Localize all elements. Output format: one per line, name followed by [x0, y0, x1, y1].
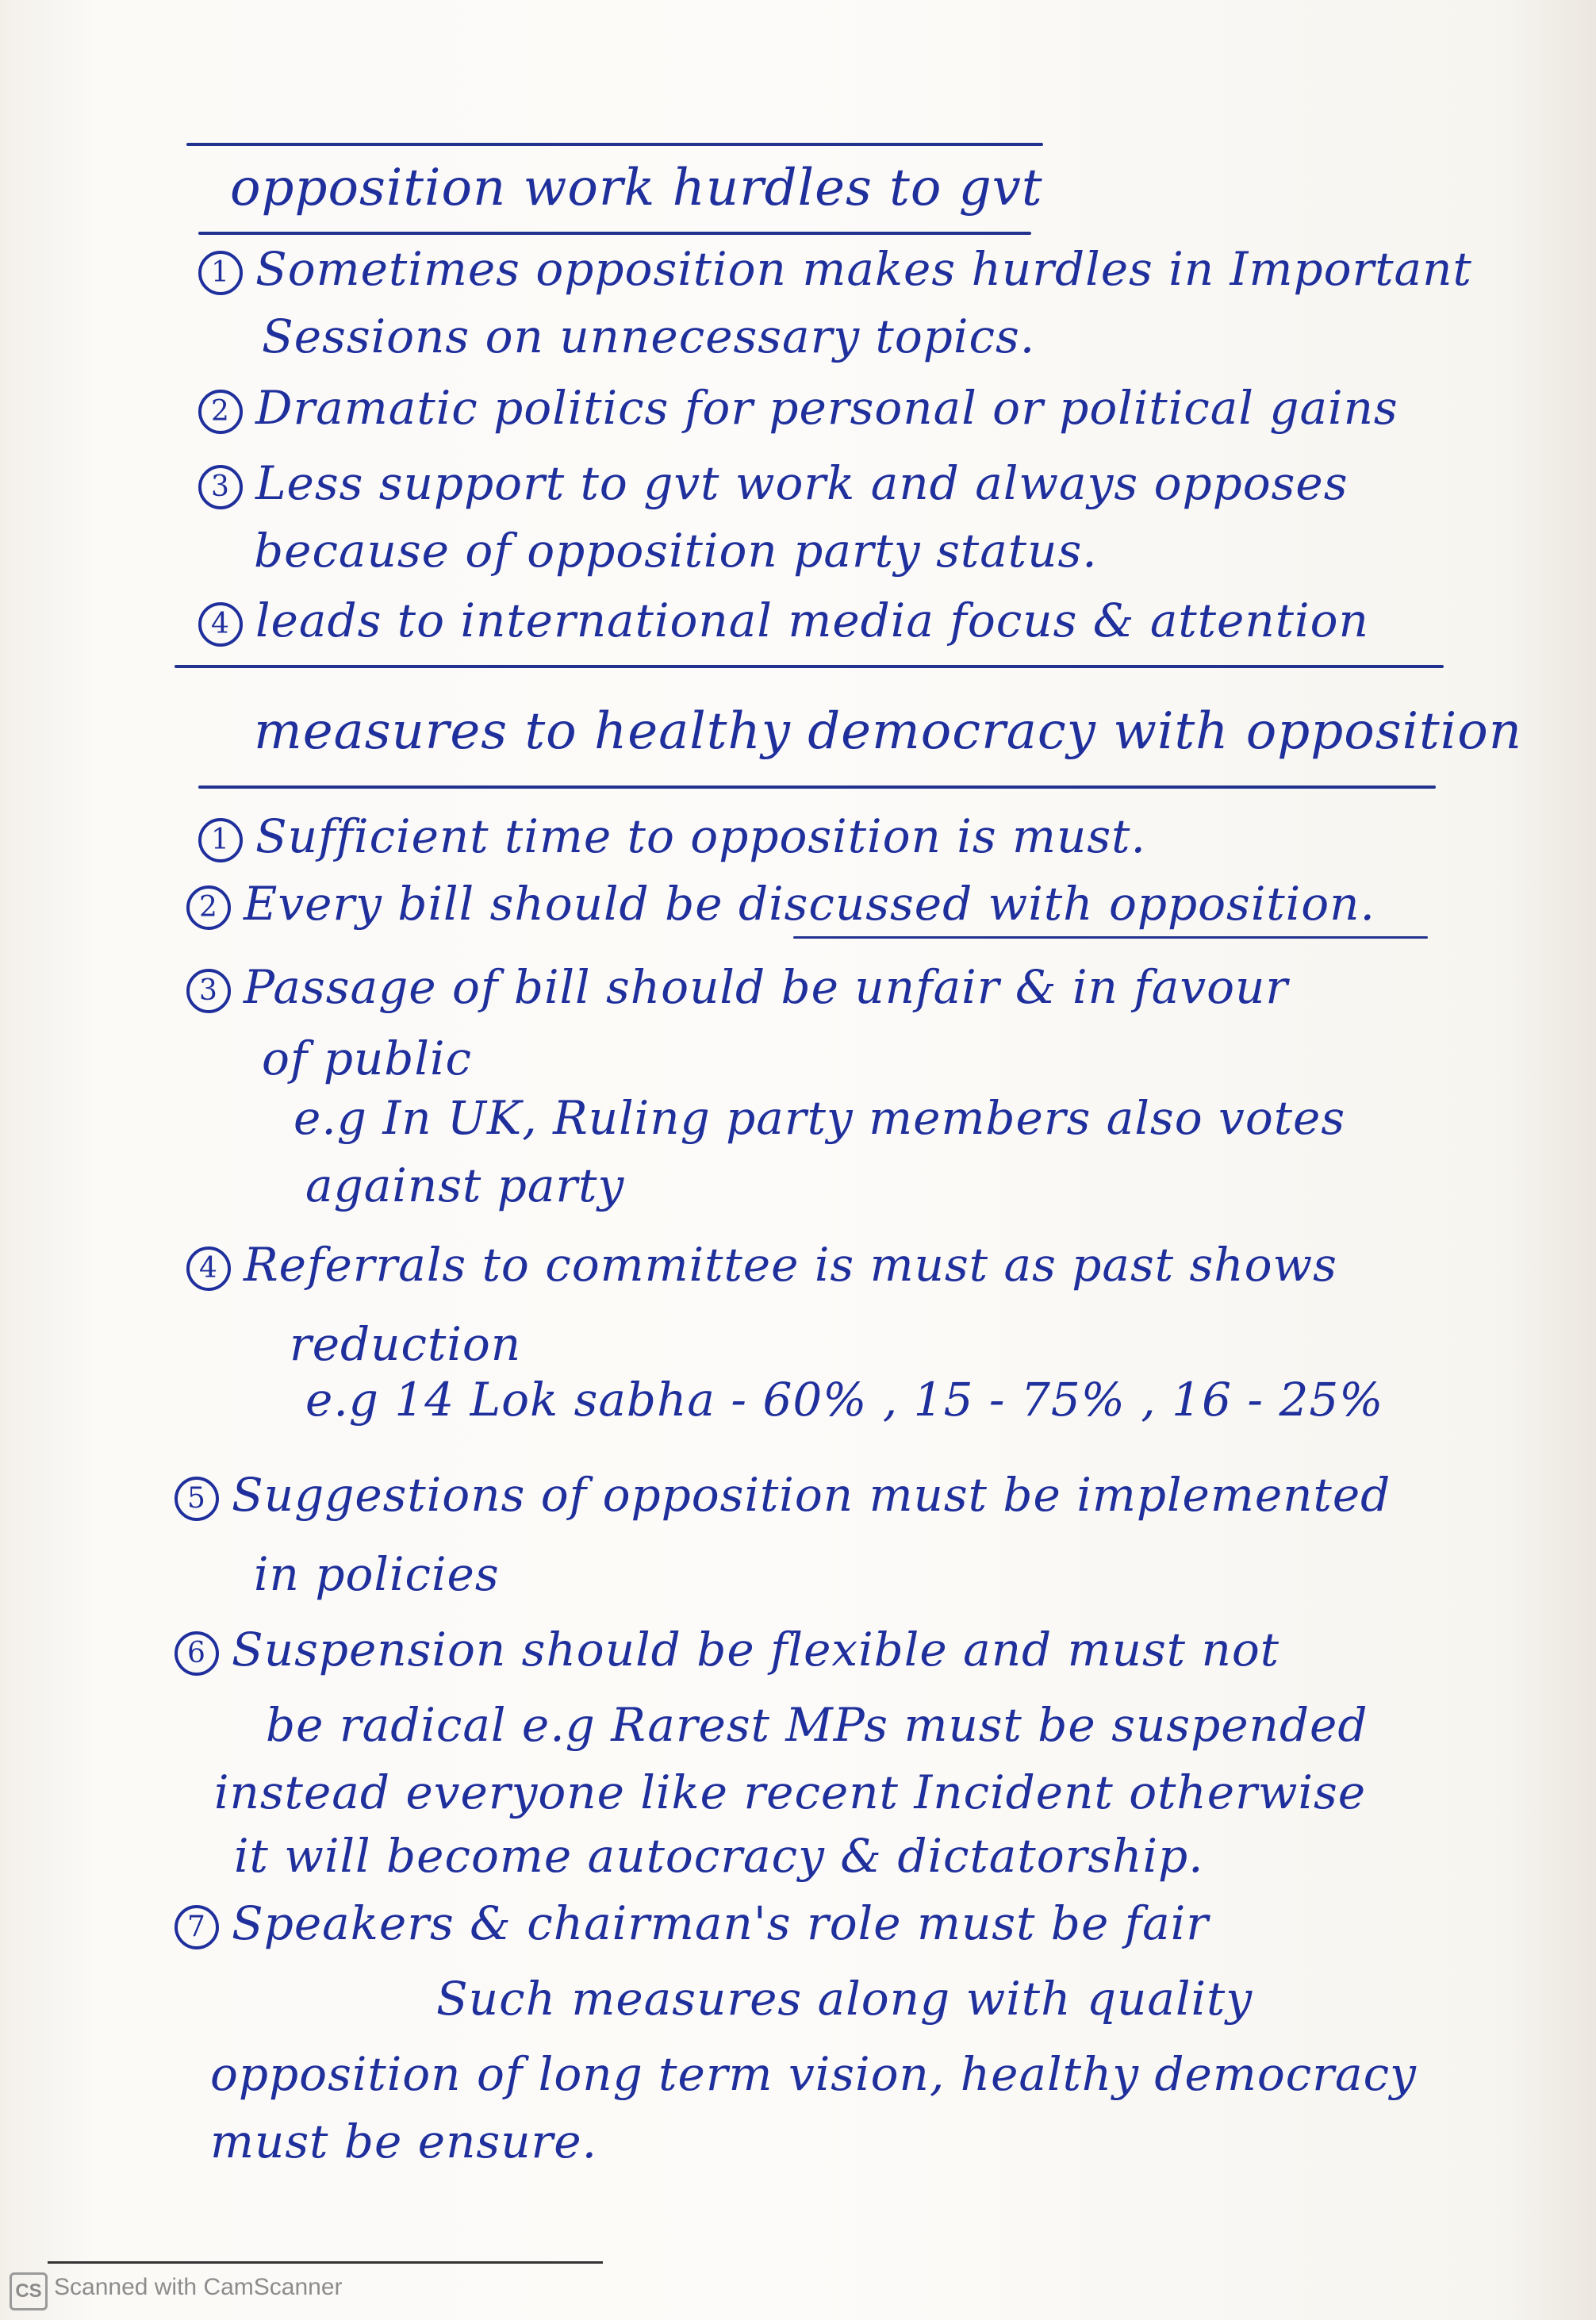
example-text-continued: against party	[305, 1158, 625, 1212]
item-text: Passage of bill should be unfair & in favour	[244, 960, 1289, 1014]
list-item-continued: of public	[262, 1031, 473, 1085]
item-number: 2	[186, 885, 231, 930]
item-number: 1	[198, 251, 243, 295]
item-number: 7	[175, 1905, 219, 1949]
list-item	[175, 1623, 1279, 1677]
conclusion-line: must be ensure.	[210, 2115, 598, 2168]
list-item	[198, 809, 1146, 863]
list-item	[186, 1238, 1337, 1292]
list-item-continued: instead everyone like recent Incident otherwise	[214, 1765, 1367, 1819]
list-item-continued: be radical e.g Rarest MPs must be suspended	[266, 1698, 1368, 1752]
item-text: Every bill should be discussed with opposition.	[244, 877, 1375, 931]
page-bottom-edge	[48, 2261, 603, 2264]
list-item	[186, 960, 1288, 1014]
list-item	[186, 877, 1375, 931]
item-number: 5	[175, 1477, 219, 1521]
list-item-continued: it will become autocracy & dictatorship.	[234, 1829, 1204, 1883]
example-text: e.g In UK, Ruling party members also votes	[293, 1091, 1346, 1145]
list-item	[175, 1896, 1209, 1950]
section-1-heading: opposition work hurdles to gvt	[230, 159, 1043, 217]
list-item	[198, 456, 1349, 510]
conclusion-line: opposition of long term vision, healthy democracy	[210, 2047, 1417, 2101]
scanner-watermark: Scanned with CamScanner	[54, 2274, 343, 2300]
conclusion-line: Such measures along with quality	[436, 1972, 1253, 2026]
item-number: 1	[198, 818, 243, 862]
divider-heading-underline	[198, 232, 1031, 235]
item-number: 4	[198, 602, 243, 647]
list-item-continued: reduction	[290, 1317, 522, 1371]
item-text: Sometimes opposition makes hurdles in Important	[255, 242, 1472, 296]
camscanner-logo-icon: CS	[10, 2272, 48, 2310]
item-text: Suggestions of opposition must be implemented	[232, 1468, 1391, 1522]
item-number: 4	[186, 1246, 231, 1291]
divider-section-2	[198, 785, 1436, 789]
list-item	[175, 1468, 1391, 1522]
item-text: Less support to gvt work and always opposes	[255, 456, 1349, 510]
item-text: Suspension should be flexible and must not	[232, 1623, 1280, 1677]
item-number: 3	[198, 465, 243, 509]
list-item	[198, 242, 1472, 296]
item-text: Referrals to committee is must as past shows	[244, 1238, 1337, 1292]
underline	[793, 936, 1428, 939]
section-2-heading: measures to healthy democracy with opposition	[254, 702, 1522, 761]
item-text: leads to international media focus & attention	[255, 593, 1369, 647]
list-item-continued: because of opposition party status.	[254, 524, 1098, 578]
item-number: 2	[198, 390, 243, 434]
item-text: Sufficient time to opposition is must.	[255, 809, 1146, 863]
list-item-continued: Sessions on unnecessary topics.	[262, 309, 1036, 363]
example-text: e.g 14 Lok sabha - 60% , 15 - 75% , 16 - 25%	[305, 1373, 1384, 1427]
list-item	[198, 593, 1369, 647]
list-item	[198, 381, 1398, 435]
item-number: 3	[186, 969, 231, 1013]
divider-top	[186, 143, 1043, 146]
list-item-continued: in policies	[254, 1547, 500, 1601]
divider-section	[175, 665, 1444, 668]
item-number: 6	[175, 1631, 219, 1676]
item-text: Speakers & chairman's role must be fair	[232, 1896, 1210, 1950]
item-text: Dramatic politics for personal or political gains	[255, 381, 1398, 435]
